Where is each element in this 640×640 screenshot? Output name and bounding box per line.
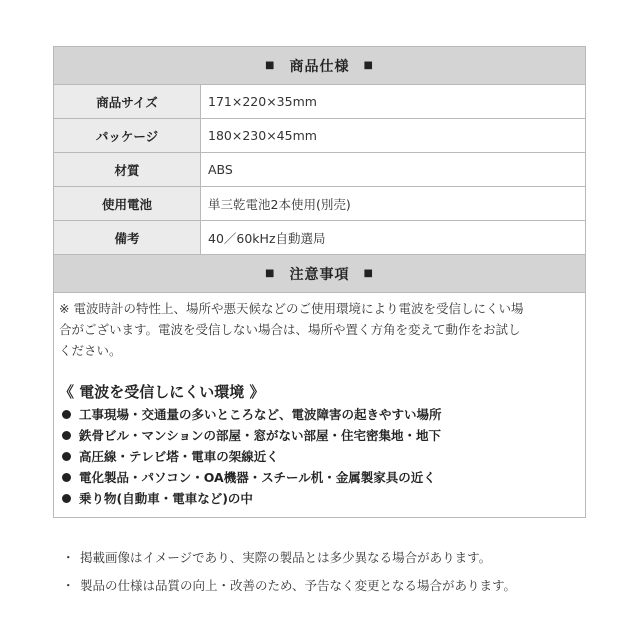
spec-key: 商品サイズ (54, 85, 201, 118)
spec-header-title: 商品仕様 (289, 58, 350, 75)
list-item-text: 工事現場・交通量の多いところなど、電波障害の起きやすい場所 (79, 407, 442, 422)
list-item (59, 467, 581, 488)
bullet-icon (62, 452, 71, 461)
product-info-table (53, 46, 586, 518)
dot-icon: ・ (62, 550, 75, 565)
footer-note (62, 543, 622, 571)
list-item (59, 425, 581, 446)
list-item (59, 404, 581, 425)
caution-header-title: 注意事項 (289, 266, 350, 283)
list-item-text: 鉄骨ビル・マンションの部屋・窓がない部屋・住宅密集地・地下 (79, 428, 441, 443)
spec-key: 備考 (54, 221, 201, 254)
spec-value: 単三乾電池2本使用(別売) (201, 187, 585, 220)
spec-value: 180×230×45mm (201, 119, 585, 152)
bullet-icon (62, 494, 71, 503)
spec-key: 使用電池 (54, 187, 201, 220)
square-icon: ■ (363, 268, 374, 279)
footer-note-text: 掲載画像はイメージであり、実際の製品とは多少異なる場合があります。 (80, 550, 492, 565)
spec-header (54, 47, 585, 85)
bullet-icon (62, 431, 71, 440)
spec-value: 40／60kHz自動選局 (201, 221, 585, 254)
list-item (59, 446, 581, 467)
spec-row-package (54, 119, 585, 153)
list-item (59, 488, 581, 509)
list-item-text: 電化製品・パソコン・OA機器・スチール机・金属製家具の近く (79, 470, 436, 485)
spec-row-size (54, 85, 585, 119)
caution-header (54, 255, 585, 293)
bullet-icon (62, 473, 71, 482)
spec-key: パッケージ (54, 119, 201, 152)
spec-row-material (54, 153, 585, 187)
spec-value: 171×220×35mm (201, 85, 585, 118)
caution-line: 合がございます。電波を受信しない場合は、場所や置く方角を変えて動作をお試し (59, 322, 521, 337)
square-icon: ■ (265, 268, 276, 279)
square-icon: ■ (265, 60, 276, 71)
square-icon: ■ (363, 60, 374, 71)
bullet-icon (62, 410, 71, 419)
caution-line: ※ 電波時計の特性上、場所や悪天候などのご使用環境により電波を受信しにくい場 (59, 301, 524, 316)
list-item-text: 高圧線・テレビ塔・電車の架線近く (79, 449, 279, 464)
caution-line: ください。 (59, 343, 122, 358)
list-item-text: 乗り物(自動車・電車など)の中 (79, 491, 253, 506)
footer-notes (62, 543, 622, 599)
spec-key: 材質 (54, 153, 201, 186)
spec-row-remarks (54, 221, 585, 255)
environment-title: 《 電波を受信しにくい環境 》 (59, 383, 265, 401)
dot-icon: ・ (62, 578, 75, 593)
footer-note (62, 571, 622, 599)
environment-list (59, 404, 581, 509)
spec-row-battery (54, 187, 585, 221)
spec-value: ABS (201, 153, 585, 186)
caution-body (54, 293, 585, 517)
footer-note-text: 製品の仕様は品質の向上・改善のため、予告なく変更となる場合があります。 (80, 578, 517, 593)
